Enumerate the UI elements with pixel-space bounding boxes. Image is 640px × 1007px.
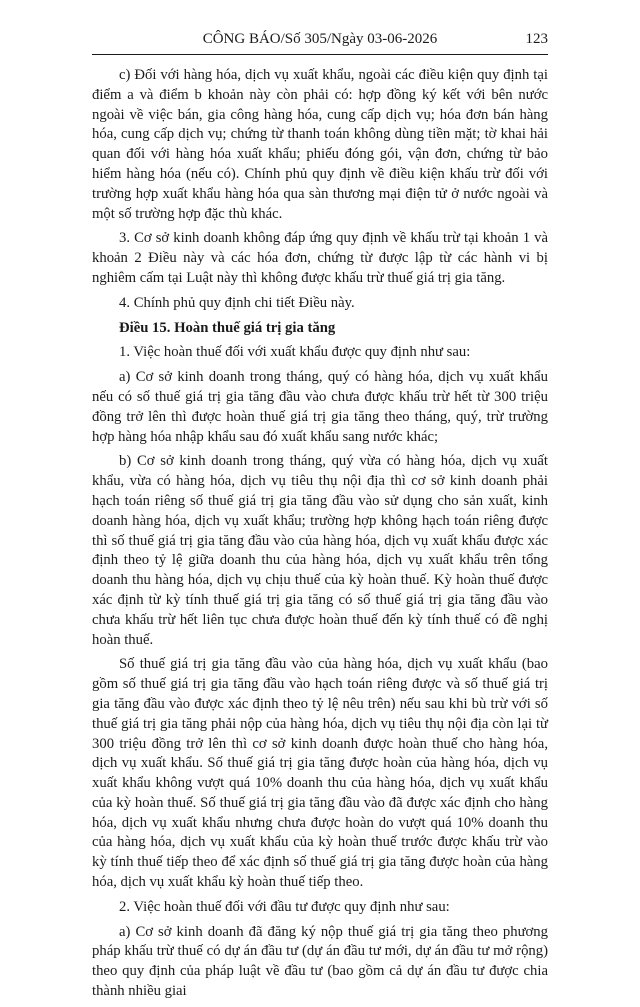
paragraph-clause-3: 3. Cơ sở kinh doanh không đáp ứng quy định về khấu trừ tại khoản 1 và khoản 2 Điều này và các hóa đơn, chứng từ được lập từ các hành vi bị nghiêm cấm tại Luật này thì không được khấu trừ thuế giá trị gia tăng. bbox=[92, 230, 548, 286]
paragraph-article-15-clause-2: 2. Việc hoàn thuế đối với đầu tư được quy định như sau: bbox=[119, 898, 450, 915]
article-15-heading: Điều 15. Hoàn thuế giá trị gia tăng bbox=[119, 319, 336, 336]
document-body bbox=[92, 66, 548, 1007]
paragraph-clause-4: 4. Chính phủ quy định chi tiết Điều này. bbox=[119, 294, 355, 311]
paragraph-clause-1-point-a: a) Cơ sở kinh doanh trong tháng, quý có hàng hóa, dịch vụ xuất khẩu nếu có số thuế giá trị gia tăng đầu vào chưa được khấu trừ hết từ 300 triệu đồng trở lên thì được hoàn thuế giá trị gia tăng theo tháng, quý, trừ trường hợp hàng hóa nhập khẩu sau đó xuất khẩu sang nước khác; bbox=[92, 369, 548, 445]
page-number: 123 bbox=[525, 31, 548, 47]
paragraph-clause-2-point-a: a) Cơ sở kinh doanh đã đăng ký nộp thuế giá trị gia tăng theo phương pháp khấu trừ thuế có dự án đầu tư (dự án đầu tư mới, dự án đầu tư mở rộng) theo quy định của pháp luật về đầu tư (bao gồm cả dự án đầu tư được chia thành nhiều giai bbox=[92, 923, 548, 1000]
header-divider bbox=[92, 54, 548, 55]
gazette-issue-title: CÔNG BÁO/Số 305/Ngày 03-06-2026 bbox=[202, 31, 438, 47]
paragraph-article-15-clause-1: 1. Việc hoàn thuế đối với xuất khẩu được quy định như sau: bbox=[119, 344, 471, 361]
paragraph-clause-1-point-b: b) Cơ sở kinh doanh trong tháng, quý vừa có hàng hóa, dịch vụ xuất khẩu, vừa có hàng hóa, dịch vụ tiêu thụ nội địa thì cơ sở kinh doanh phải hạch toán riêng số thuế giá trị gia tăng đầu vào sử dụng cho sản xuất, kinh doanh hàng hóa, dịch vụ xuất khẩu; trường hợp không hạch toán riêng được thì số thuế giá trị gia tăng đầu vào của hàng hóa, dịch vụ xuất khẩu được xác định theo tỷ lệ giữa doanh thu của hàng hóa, dịch vụ xuất khẩu trên tổng doanh thu hàng hóa, dịch vụ chịu thuế của kỳ hoàn thuế. Kỳ hoàn thuế được xác định từ kỳ tính thuế giá trị gia tăng có số thuế giá trị gia tăng đầu vào chưa khấu trừ hết liên tục chưa được hoàn thuế đến kỳ tính thuế có đề nghị hoàn thuế. bbox=[92, 453, 548, 648]
paragraph-refund-amount: Số thuế giá trị gia tăng đầu vào của hàng hóa, dịch vụ xuất khẩu (bao gồm số thuế giá trị gia tăng đầu vào hạch toán riêng được và số thuế giá trị gia tăng đầu vào được xác định theo tỷ lệ nêu trên) nếu sau khi bù trừ với số thuế giá trị gia tăng phải nộp của hàng hóa, dịch vụ tiêu thụ nội địa còn lại từ 300 triệu đồng trở lên thì cơ sở kinh doanh được hoàn thuế cho hàng hóa, dịch vụ xuất khẩu. Số thuế giá trị gia tăng được hoàn của hàng hóa, dịch vụ xuất khẩu không vượt quá 10% doanh thu của hàng hóa, dịch vụ xuất khẩu của kỳ hoàn thuế. Số thuế giá trị gia tăng đầu vào đã được xác định cho hàng hóa, dịch vụ xuất khẩu nhưng chưa được hoàn do vượt quá 10% doanh thu của hàng hóa, dịch vụ xuất khẩu của kỳ hoàn thuế trước được khấu trừ vào kỳ tính thuế tiếp theo để xác định số thuế giá trị gia tăng được hoàn của hàng hóa, dịch vụ xuất khẩu kỳ hoàn thuế tiếp theo. bbox=[92, 656, 548, 891]
paragraph-point-c-export-conditions: c) Đối với hàng hóa, dịch vụ xuất khẩu, ngoài các điều kiện quy định tại điểm a và điểm b khoản này còn phải có: hợp đồng ký kết với bên nước ngoài về việc bán, gia công hàng hóa, cung cấp dịch vụ; hóa đơn bán hàng hóa, cung cấp dịch vụ; chứng từ thanh toán không dùng tiền mặt; tờ khai hải quan đối với hàng hóa xuất khẩu; phiếu đóng gói, vận đơn, chứng từ bảo hiểm hàng hóa (nếu có). Chính phủ quy định về điều kiện khấu trừ đối với trường hợp xuất khẩu hàng hóa qua sàn thương mại điện tử ở nước ngoài và một số trường hợp đặc thù khác. bbox=[92, 67, 548, 222]
